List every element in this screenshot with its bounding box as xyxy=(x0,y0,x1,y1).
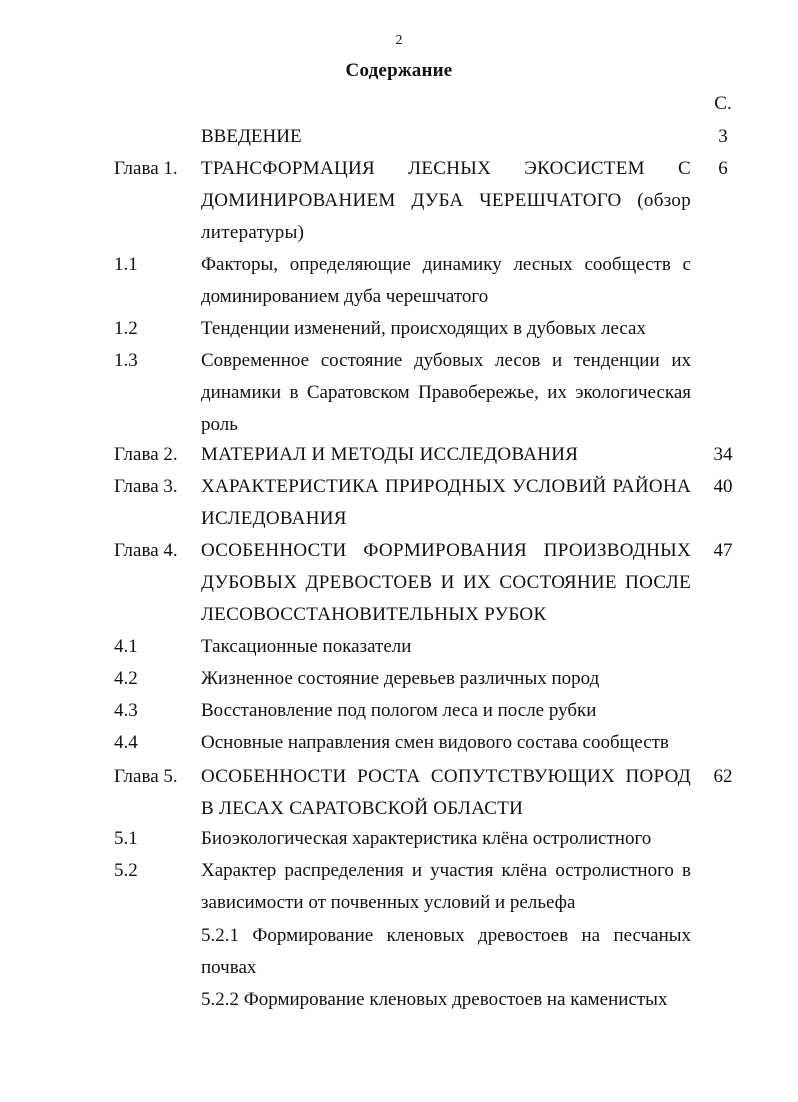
page-number: 2 xyxy=(395,33,403,48)
entry-text: Современное состояние дубовых лесов и тенденции их динамики в Саратовском Правобережье, их экологическая роль xyxy=(201,350,691,435)
entry-text: ХАРАКТЕРИСТИКА ПРИРОДНЫХ УСЛОВИЙ РАЙОНА ИСЛЕДОВАНИЯ xyxy=(201,476,691,529)
entry-number: 4.3 xyxy=(114,700,138,721)
entry-number: 1.3 xyxy=(114,350,138,371)
entry-text: Характер распределения и участия клёна остролистного в зависимости от почвенных условий и рельефа xyxy=(201,860,691,913)
page-title: Содержание xyxy=(345,60,453,81)
entry-number: 1.2 xyxy=(114,318,138,339)
entry-text: Основные направления смен видового состава сообществ xyxy=(201,732,669,753)
entry-number: Глава 1. xyxy=(114,158,178,179)
entry-text: Тенденции изменений, происходящих в дубовых лесах xyxy=(201,318,646,339)
entry-page: 6 xyxy=(718,158,728,179)
entry-text: ТРАНСФОРМАЦИЯ ЛЕСНЫХ ЭКОСИСТЕМ С ДОМИНИРОВАНИЕМ ДУБА ЧЕРЕШЧАТОГО (обзор литературы) xyxy=(201,158,691,243)
entry-text: 5.2.1 Формирование кленовых древостоев на песчаных почвах xyxy=(201,925,691,978)
entry-text: Жизненное состояние деревьев различных пород xyxy=(201,668,600,689)
entry-number: 5.2 xyxy=(114,860,138,881)
entry-page: 62 xyxy=(713,766,733,787)
entry-page: 3 xyxy=(718,126,728,147)
entry-page: 40 xyxy=(713,476,733,497)
entry-number: Глава 5. xyxy=(114,766,178,787)
entry-text: Восстановление под пологом леса и после рубки xyxy=(201,700,597,721)
entry-text: ОСОБЕННОСТИ ФОРМИРОВАНИЯ ПРОИЗВОДНЫХ ДУБОВЫХ ДРЕВОСТОЕВ И ИХ СОСТОЯНИЕ ПОСЛЕ ЛЕСОВОССТАНОВИТЕЛЬНЫХ РУБОК xyxy=(201,540,691,625)
entry-page: 34 xyxy=(713,444,733,465)
entry-text: Факторы, определяющие динамику лесных сообществ с доминированием дуба черешчатого xyxy=(201,254,691,307)
entry-text: ОСОБЕННОСТИ РОСТА СОПУТСТВУЮЩИХ ПОРОД В ЛЕСАХ САРАТОВСКОЙ ОБЛАСТИ xyxy=(201,766,691,819)
entry-text: МАТЕРИАЛ И МЕТОДЫ ИССЛЕДОВАНИЯ xyxy=(201,444,579,465)
entry-text: ВВЕДЕНИЕ xyxy=(201,126,302,147)
entry-number: Глава 4. xyxy=(114,540,178,561)
entry-page: 47 xyxy=(713,540,733,561)
entry-number: 1.1 xyxy=(114,254,138,275)
entry-number: 4.1 xyxy=(114,636,138,657)
entry-text: Таксационные показатели xyxy=(201,636,412,657)
page-column-header: С. xyxy=(714,93,732,114)
entry-number: 4.2 xyxy=(114,668,138,689)
entry-number: Глава 2. xyxy=(114,444,178,465)
entry-number: 5.1 xyxy=(114,828,138,849)
entry-number: 4.4 xyxy=(114,732,138,753)
entry-number: Глава 3. xyxy=(114,476,178,497)
entry-text: 5.2.2 Формирование кленовых древостоев на каменистых xyxy=(201,989,668,1010)
entry-text: Биоэкологическая характеристика клёна остролистного xyxy=(201,828,652,849)
